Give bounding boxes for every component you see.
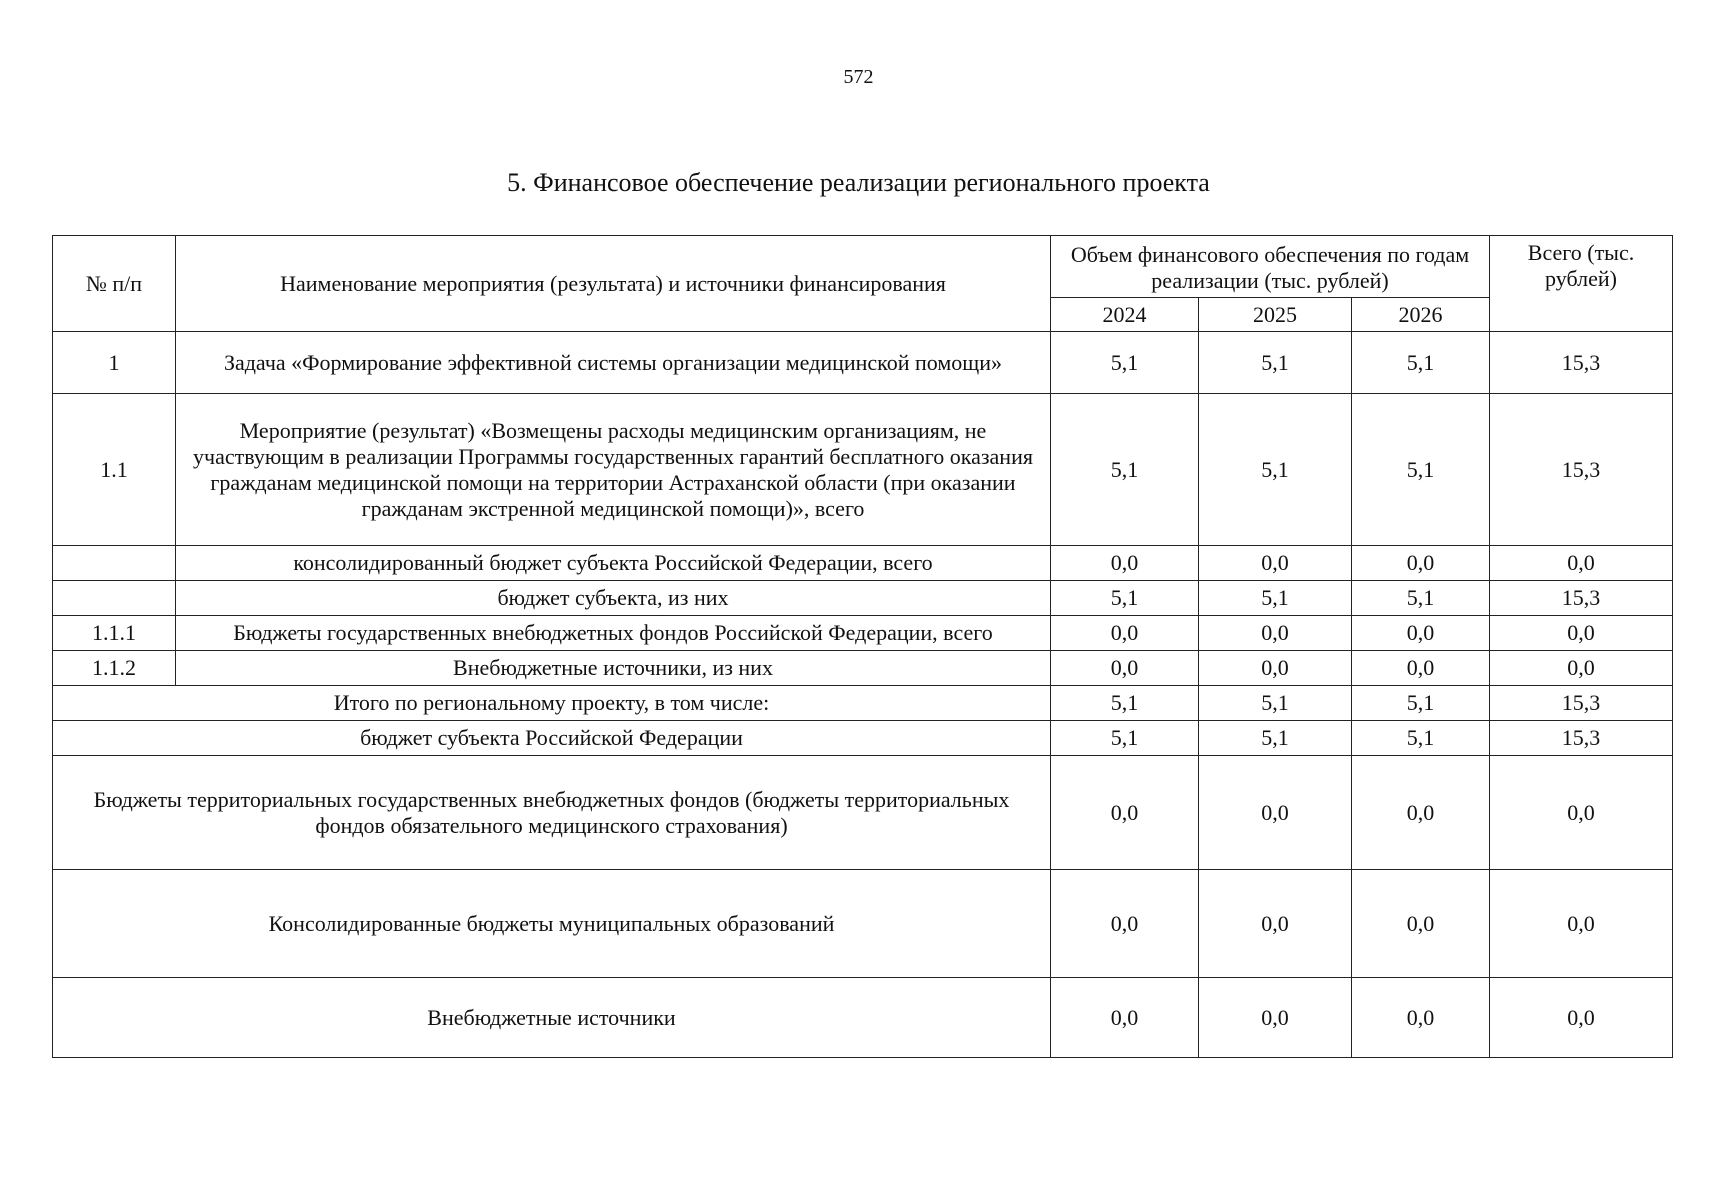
value-2024: 0,0	[1051, 616, 1199, 651]
row-name: консолидированный бюджет субъекта Российской Федерации, всего	[176, 546, 1051, 581]
value-2026: 0,0	[1352, 651, 1490, 686]
header-year-2026: 2026	[1352, 298, 1490, 332]
value-2024: 0,0	[1051, 756, 1199, 870]
page-number: 572	[843, 66, 874, 88]
value-total: 0,0	[1490, 756, 1673, 870]
row-num: 1.1.2	[53, 651, 176, 686]
value-2024: 5,1	[1051, 332, 1199, 394]
summary-name: Бюджеты территориальных государственных внебюджетных фондов (бюджеты территориальных фондов обязательного медицинского страхования)	[53, 756, 1051, 870]
table-row	[53, 581, 1673, 616]
value-2024: 5,1	[1051, 721, 1199, 756]
value-total: 0,0	[1490, 616, 1673, 651]
value-2024: 5,1	[1051, 581, 1199, 616]
value-2025: 0,0	[1199, 651, 1352, 686]
value-2025: 0,0	[1199, 546, 1352, 581]
row-num	[53, 546, 176, 581]
value-2025: 5,1	[1199, 581, 1352, 616]
value-total: 0,0	[1490, 651, 1673, 686]
value-total: 0,0	[1490, 546, 1673, 581]
table-row	[53, 332, 1673, 394]
value-2026: 0,0	[1352, 978, 1490, 1058]
row-name: бюджет субъекта, из них	[176, 581, 1051, 616]
value-2025: 0,0	[1199, 870, 1352, 978]
value-2025: 0,0	[1199, 616, 1352, 651]
row-name: Мероприятие (результат) «Возмещены расходы медицинским организациям, не участвующим в реализации Программы государственных гарантий бесплатного оказания гражданам медицинской помощи на территории Астраханской области (при оказании гражданам экстренной медицинской помощи)», всего	[176, 394, 1051, 546]
summary-row	[53, 686, 1673, 721]
summary-name: Внебюджетные источники	[53, 978, 1051, 1058]
section-title: 5. Финансовое обеспечение реализации регионального проекта	[507, 168, 1210, 197]
value-2026: 5,1	[1352, 581, 1490, 616]
value-2026: 5,1	[1352, 332, 1490, 394]
value-2026: 5,1	[1352, 721, 1490, 756]
summary-row	[53, 978, 1673, 1058]
row-name: Внебюджетные источники, из них	[176, 651, 1051, 686]
value-total: 0,0	[1490, 978, 1673, 1058]
value-total: 15,3	[1490, 721, 1673, 756]
row-num	[53, 581, 176, 616]
value-2024: 0,0	[1051, 546, 1199, 581]
value-2024: 0,0	[1051, 978, 1199, 1058]
summary-row	[53, 721, 1673, 756]
summary-name: Консолидированные бюджеты муниципальных образований	[53, 870, 1051, 978]
value-2025: 5,1	[1199, 394, 1352, 546]
table-row	[53, 546, 1673, 581]
header-total: Всего (тыс. рублей)	[1490, 236, 1673, 332]
financing-table	[52, 235, 1673, 1058]
value-2026: 0,0	[1352, 616, 1490, 651]
table-row	[53, 394, 1673, 546]
header-year-2025: 2025	[1199, 298, 1352, 332]
value-2024: 5,1	[1051, 686, 1199, 721]
value-total: 15,3	[1490, 332, 1673, 394]
row-num: 1.1	[53, 394, 176, 546]
value-total: 0,0	[1490, 870, 1673, 978]
value-2026: 5,1	[1352, 686, 1490, 721]
value-2024: 0,0	[1051, 651, 1199, 686]
row-name: Задача «Формирование эффективной системы организации медицинской помощи»	[176, 332, 1051, 394]
value-total: 15,3	[1490, 394, 1673, 546]
value-2025: 5,1	[1199, 721, 1352, 756]
value-2025: 0,0	[1199, 756, 1352, 870]
value-2026: 0,0	[1352, 756, 1490, 870]
value-2025: 5,1	[1199, 332, 1352, 394]
table-row	[53, 616, 1673, 651]
row-name: Бюджеты государственных внебюджетных фондов Российской Федерации, всего	[176, 616, 1051, 651]
summary-name: бюджет субъекта Российской Федерации	[53, 721, 1051, 756]
summary-row	[53, 870, 1673, 978]
value-2026: 0,0	[1352, 546, 1490, 581]
summary-row	[53, 756, 1673, 870]
summary-name: Итого по региональному проекту, в том числе:	[53, 686, 1051, 721]
header-year-2024: 2024	[1051, 298, 1199, 332]
row-num: 1.1.1	[53, 616, 176, 651]
header-num: № п/п	[53, 236, 176, 332]
header-volume: Объем финансового обеспечения по годам реализации (тыс. рублей)	[1051, 236, 1490, 298]
value-2026: 5,1	[1352, 394, 1490, 546]
table-row	[53, 651, 1673, 686]
value-2025: 5,1	[1199, 686, 1352, 721]
value-total: 15,3	[1490, 581, 1673, 616]
value-2026: 0,0	[1352, 870, 1490, 978]
value-2024: 5,1	[1051, 394, 1199, 546]
value-2025: 0,0	[1199, 978, 1352, 1058]
header-name: Наименование мероприятия (результата) и источники финансирования	[176, 236, 1051, 332]
value-2024: 0,0	[1051, 870, 1199, 978]
value-total: 15,3	[1490, 686, 1673, 721]
row-num: 1	[53, 332, 176, 394]
